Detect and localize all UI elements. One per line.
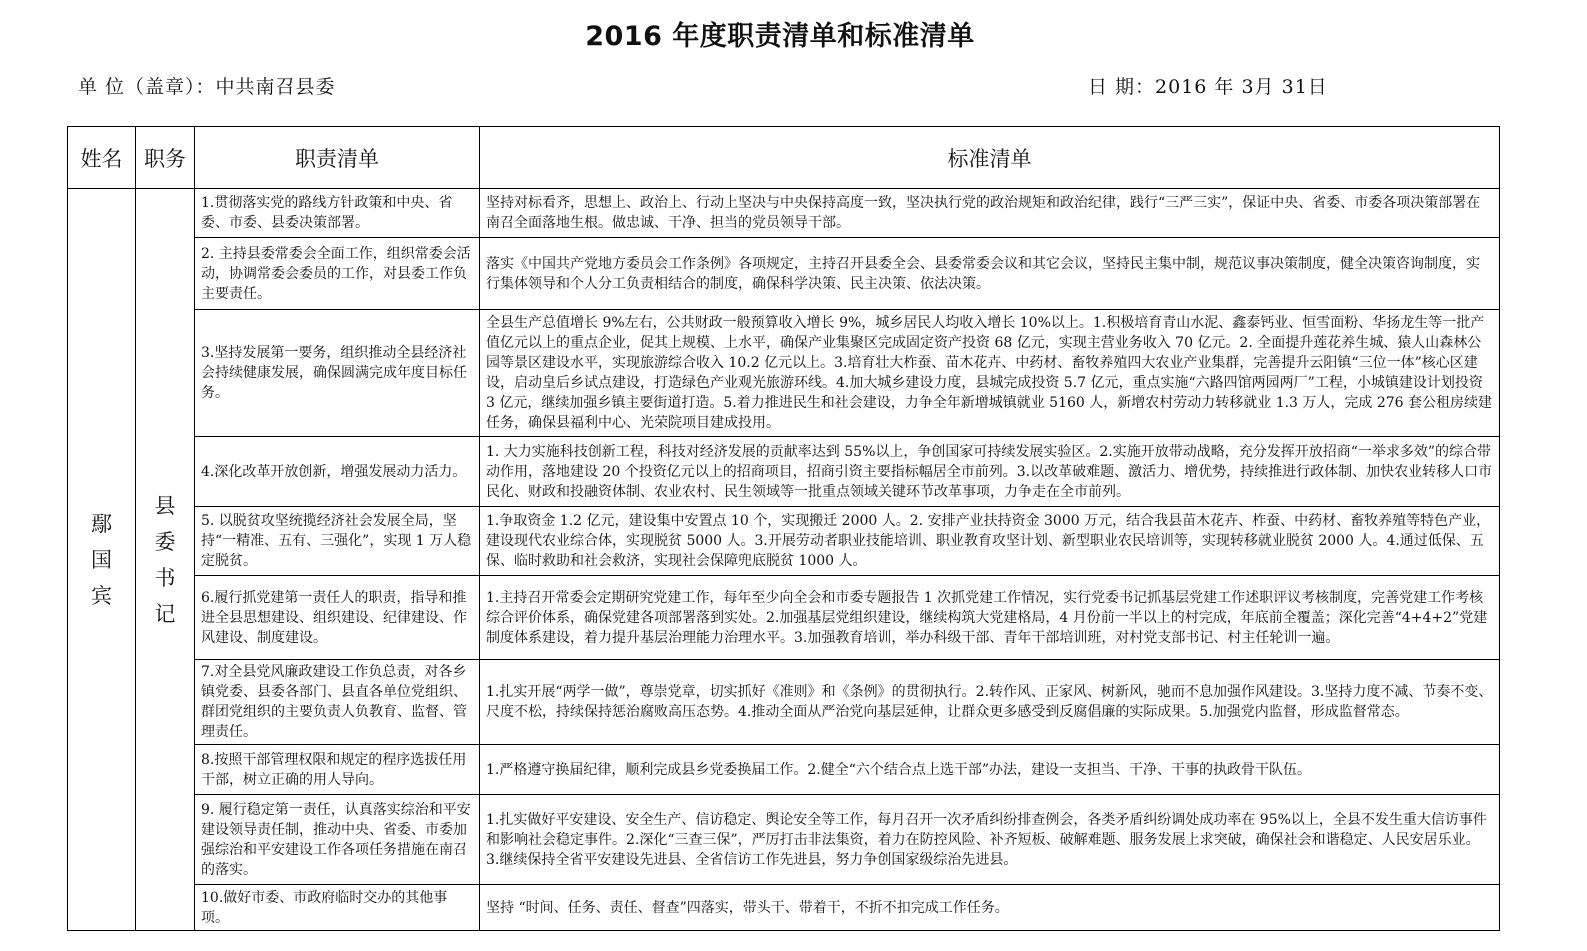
standard-cell: 全县生产总值增长 9%左右，公共财政一般预算收入增长 9%，城乡居民人均收入增长 10%以上。1.积极培育青山水泥、鑫泰钙业、恒雪面粉、华扬龙生等一批产值亿元以上的重点企业，促其上规模、上水平，确保产业集聚区完成固定资产投资 68 亿元，实现主营业务收入 70 亿元。2. 全面提升莲花养生城、猿人山森林公园等景区建设水平，实现旅游综合收入 10.2 亿元以上。3.培育壮大柞蚕、苗木花卉、中药材、畜牧养殖四大农业产业集群，完善提升云阳镇“三位一体”核心区建设，启动皇后乡试点建设，打造绿色产业观光旅游环线。4.加大城乡建设力度，县城完成投资 5.7 亿元，重点实施“六路四馆两园两厂”工程，小城镇建设计划投资 3 亿元，继续加强乡镇主要街道打造。5.着力推进民生和社会建设，力争全年新增城镇就业 5160 人，新增农村劳动力转移就业 1.3 万人，完成 276 套公租房续建任务，确保县福利中心、光荣院项目建成投用。	[480, 310, 1500, 437]
official-name: 鄢国宾	[91, 511, 112, 608]
duty-cell: 8.按照干部管理权限和规定的程序选拔任用干部，树立正确的用人导向。	[195, 745, 480, 795]
duty-cell: 10.做好市委、市政府临时交办的其他事项。	[195, 885, 480, 931]
official-name-cell	[68, 189, 136, 931]
standard-cell: 1. 大力实施科技创新工程，科技对经济发展的贡献率达到 55%以上，争创国家可持续发展实验区。2.实施开放带动战略，充分发挥开放招商“一举求多效”的综合带动作用，落地建设 20 个投资亿元以上的招商项目，招商引资主要指标幅居全市前列。3.以改革破难题、激活力、增优势，持续推进行政体制、加快农业转移人口市民化、财政和投融资体制、农业农村、民生领域等一批重点领域关键环节改革事项，力争走在全市前列。	[480, 437, 1500, 507]
official-position: 县委书记	[154, 493, 176, 626]
duty-cell: 3.坚持发展第一要务，组织推动全县经济社会持续健康发展，确保圆满完成年度目标任务。	[195, 310, 480, 437]
duty-cell: 4.深化改革开放创新，增强发展动力活力。	[195, 437, 480, 507]
duty-standard-table	[67, 126, 1500, 931]
table-row	[68, 795, 1500, 885]
standard-cell: 1.争取资金 1.2 亿元，建设集中安置点 10 个，实现搬迁 2000 人。2. 安排产业扶持资金 3000 万元，结合我县苗木花卉、柞蚕、中药材、畜牧养殖等特色产业，建设现代农业综合体，实现脱贫 5000 人。3.开展劳动者职业技能培训、职业教育攻坚计划、新型职业农民培训等，实现转移就业脱贫 2000 人。4.通过低保、五保、临时救助和社会救济，实现社会保障兜底脱贫 1000 人。	[480, 507, 1500, 576]
header-standard-list: 标准清单	[480, 127, 1500, 189]
table-row	[68, 660, 1500, 745]
standard-cell: 坚持对标看齐，思想上、政治上、行动上坚决与中央保持高度一致，坚决执行党的政治规矩和政治纪律，践行“三严三实”，保证中央、省委、市委各项决策部署在南召全面落地生根。做忠诚、干净、担当的党员领导干部。	[480, 189, 1500, 238]
standard-cell: 1.扎实做好平安建设、安全生产、信访稳定、舆论安全等工作，每月召开一次矛盾纠纷排查例会，各类矛盾纠纷调处成功率在 95%以上，全县不发生重大信访事件和影响社会稳定事件。2.深化“三查三保”，严厉打击非法集资，着力在防控风险、补齐短板、破解难题、服务发展上求突破，确保社会和谐稳定、人民安居乐业。3.继续保持全省平安建设先进县、全省信访工作先进县，努力争创国家级综治先进县。	[480, 795, 1500, 885]
table-row	[68, 745, 1500, 795]
official-position-cell	[136, 189, 195, 931]
table-header-row	[68, 127, 1500, 189]
document-title: 2016 年度职责清单和标准清单	[585, 21, 975, 52]
table-row	[68, 576, 1500, 660]
unit-label: 单 位（盖章）：中共南召县委	[78, 76, 336, 98]
duty-cell: 9. 履行稳定第一责任，认真落实综治和平安建设领导责任制，推动中央、省委、市委加强综治和平安建设工作各项任务措施在南召的落实。	[195, 795, 480, 885]
table-row	[68, 437, 1500, 507]
standard-cell: 1.扎实开展“两学一做”，尊崇党章，切实抓好《准则》和《条例》的贯彻执行。2.转作风、正家风、树新风，驰而不息加强作风建设。3.坚持力度不减、节奏不变、尺度不松，持续保持惩治腐败高压态势。4.推动全面从严治党向基层延伸，让群众更多感受到反腐倡廉的实际成果。5.加强党内监督，形成监督常态。	[480, 660, 1500, 745]
duty-cell: 7.对全县党风廉政建设工作负总责，对各乡镇党委、县委各部门、县直各单位党组织、群团党组织的主要负责人负教育、监督、管理责任。	[195, 660, 480, 745]
table-row	[68, 885, 1500, 931]
table-row	[68, 310, 1500, 437]
header-duty-list: 职责清单	[195, 127, 480, 189]
duty-cell: 1.贯彻落实党的路线方针政策和中央、省委、市委、县委决策部署。	[195, 189, 480, 238]
standard-cell: 落实《中国共产党地方委员会工作条例》各项规定，主持召开县委全会、县委常委会议和其它会议，坚持民主集中制，规范议事决策制度，健全决策咨询制度，实行集体领导和个人分工负责相结合的制度，确保科学决策、民主决策、依法决策。	[480, 238, 1500, 310]
standard-cell: 坚持 “时间、任务、责任、督查”四落实，带头干、带着干，不折不扣完成工作任务。	[480, 885, 1500, 931]
header-name: 姓名	[68, 127, 136, 189]
duty-cell: 6.履行抓党建第一责任人的职责，指导和推进全县思想建设、组织建设、纪律建设、作风建设、制度建设。	[195, 576, 480, 660]
duty-cell: 2. 主持县委常委会全面工作，组织常委会活动，协调常委会委员的工作，对县委工作负主要责任。	[195, 238, 480, 310]
header-position: 职务	[136, 127, 195, 189]
table-row	[68, 189, 1500, 238]
table-row	[68, 238, 1500, 310]
duty-cell: 5. 以脱贫攻坚统揽经济社会发展全局，坚持“一精准、五有、三强化”，实现 1 万人稳定脱贫。	[195, 507, 480, 576]
date-label: 日 期：2016 年 3月 31日	[1088, 76, 1328, 98]
table-row	[68, 507, 1500, 576]
standard-cell: 1.严格遵守换届纪律，顺利完成县乡党委换届工作。2.健全“六个结合点上选干部”办法，建设一支担当、干净、干事的执政骨干队伍。	[480, 745, 1500, 795]
standard-cell: 1.主持召开常委会定期研究党建工作，每年至少向全会和市委专题报告 1 次抓党建工作情况，实行党委书记抓基层党建工作述职评议考核制度，完善党建工作考核综合评价体系，确保党建各项部署落到实处。2.加强基层党组织建设，继续构筑大党建格局，4 月份前一半以上的村完成，年底前全覆盖；深化完善“4+4+2”党建制度体系建设，着力提升基层治理能力治理水平。3.加强教育培训，举办科级干部、青年干部培训班，对村党支部书记、村主任轮训一遍。	[480, 576, 1500, 660]
